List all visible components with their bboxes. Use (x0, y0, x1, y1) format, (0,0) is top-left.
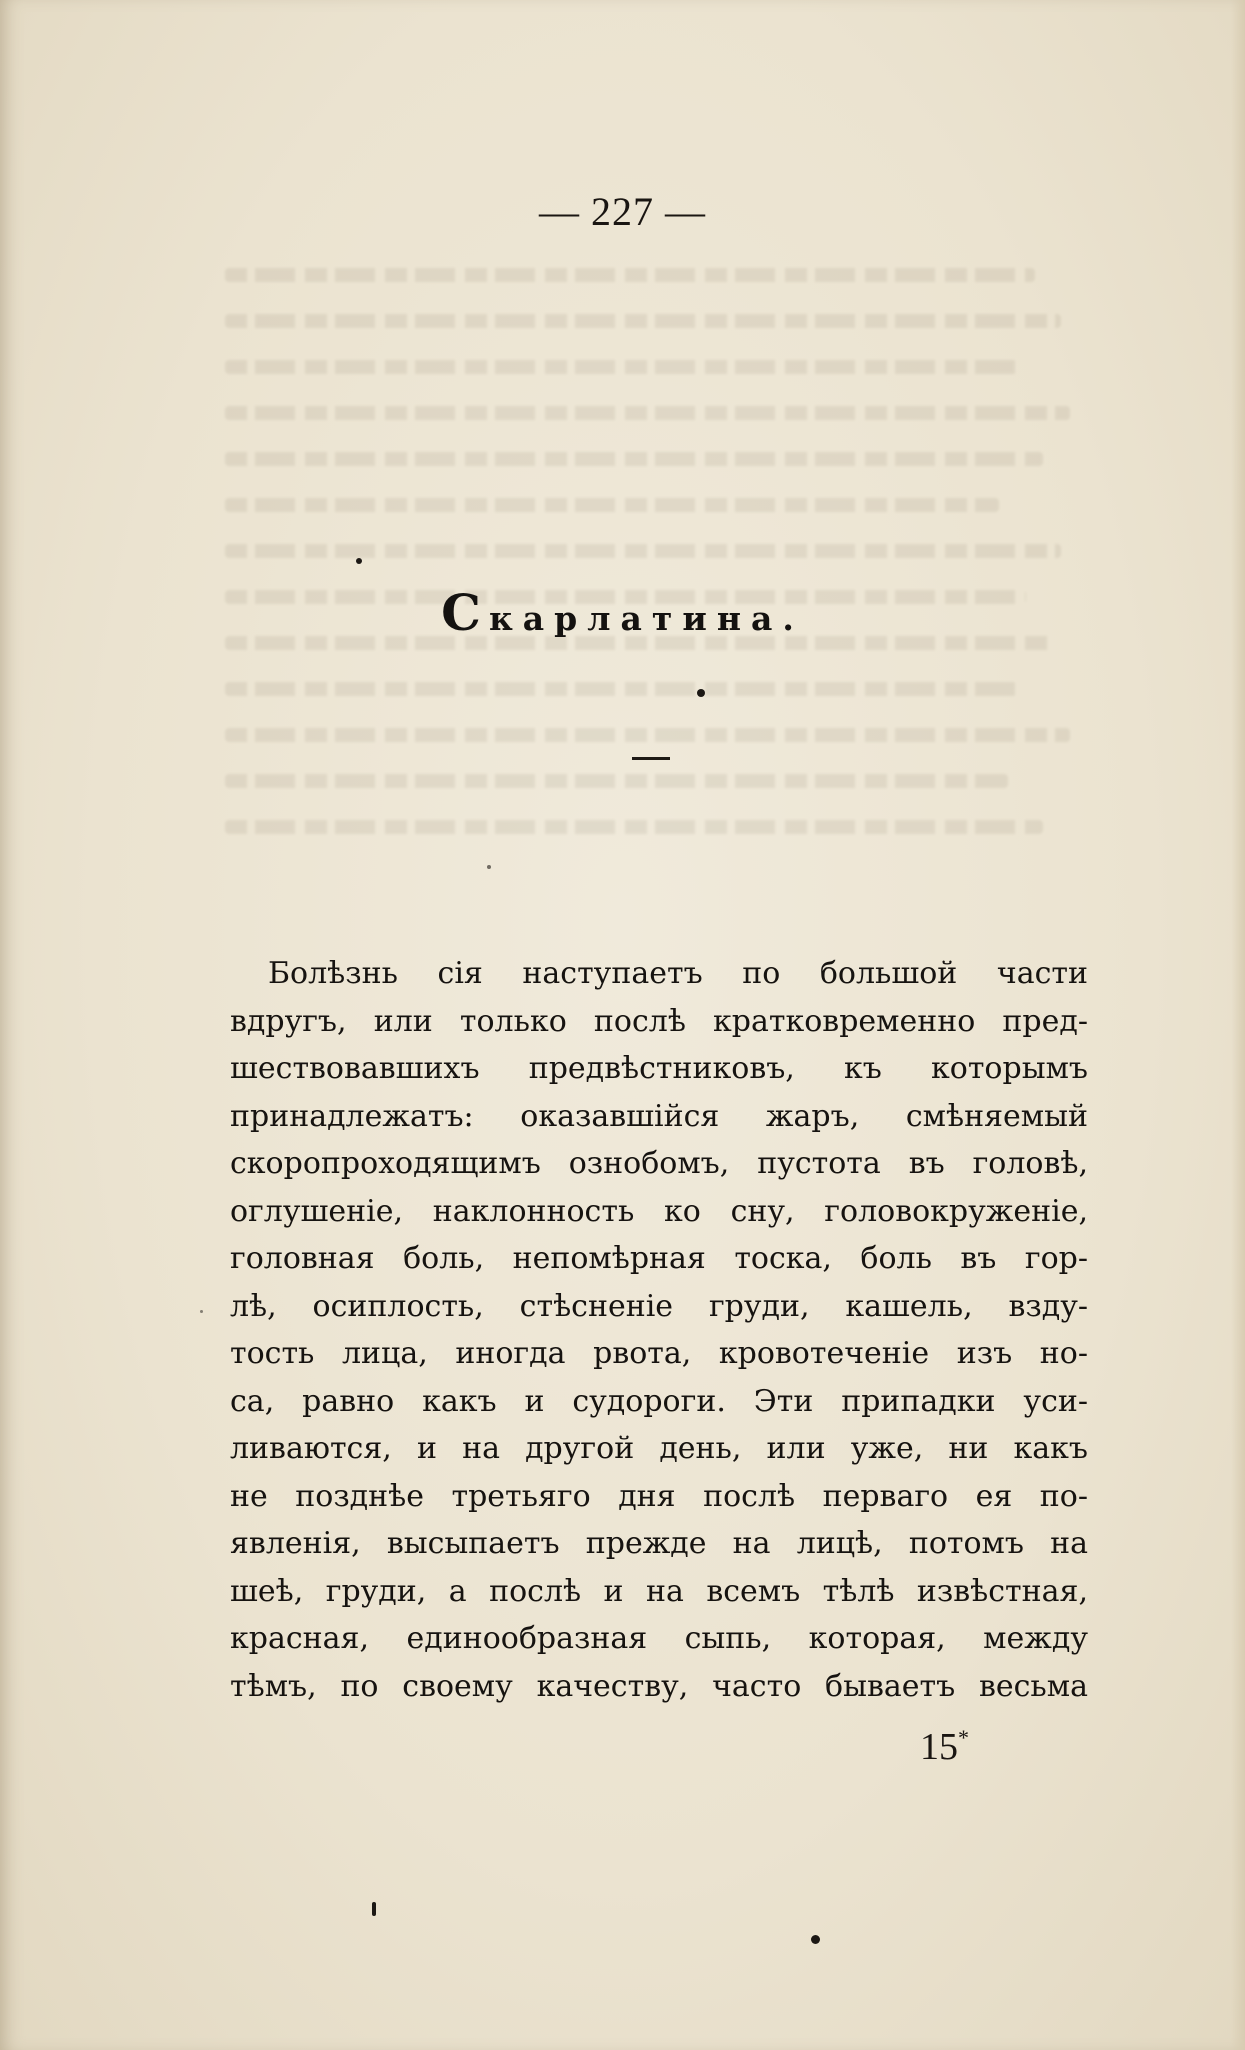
text-line: не позднѣе третьяго дня послѣ перваго ея по- (230, 1478, 1088, 1514)
printer-signature (920, 1725, 969, 1769)
page-edge (1231, 0, 1245, 2050)
text-line: вдругъ, или только послѣ кратковременно пред- (230, 1003, 1088, 1039)
text-line: головная боль, непомѣрная тоска, боль въ гор- (230, 1241, 1088, 1276)
text-line: Болѣзнь сія наступаетъ по большой части (268, 956, 1088, 991)
ink-speck (487, 865, 491, 869)
text-line: оглушеніе, наклонность ко сну, головокруженіе, (230, 1193, 1088, 1229)
text-line: явленія, высыпаетъ прежде на лицѣ, потомъ на (230, 1526, 1088, 1561)
text-line: ливаются, и на другой день, или уже, ни какъ (230, 1431, 1088, 1466)
text-line: шествовавшихъ предвѣстниковъ, къ которымъ (230, 1051, 1088, 1086)
text-line: принадлежатъ: оказавшійся жаръ, смѣняемый (230, 1098, 1088, 1134)
ink-speck (811, 1935, 820, 1944)
chapter-title (0, 583, 1245, 642)
chapter-title-rest: карлатина. (488, 599, 804, 638)
ink-speck (200, 1310, 203, 1313)
text-line: са, равно какъ и судороги. Эти припадки уси- (230, 1383, 1088, 1419)
ink-speck (697, 689, 705, 697)
text-line: красная, единообразная сыпь, которая, между (230, 1621, 1088, 1656)
ink-speck (372, 1902, 376, 1916)
chapter-title-initial: С (441, 583, 489, 642)
text-line: лѣ, осиплость, стѣсненіе груди, кашель, взду- (230, 1288, 1088, 1324)
title-rule (632, 757, 670, 760)
page-number: — 227 — (539, 189, 706, 234)
signature-mark: * (958, 1725, 969, 1750)
text-line: скоропроходящимъ ознобомъ, пустота въ головѣ, (230, 1146, 1088, 1181)
ink-speck (356, 558, 362, 564)
text-line: тость лица, иногда рвота, кровотеченіе изъ но- (230, 1336, 1088, 1371)
text-line: тѣмъ, по своему качеству, часто бываетъ весьма (230, 1668, 1088, 1704)
body-text (230, 950, 1088, 1710)
text-line: шеѣ, груди, а послѣ и на всемъ тѣлѣ извѣстная, (230, 1573, 1088, 1609)
signature-number: 15 (920, 1726, 958, 1768)
